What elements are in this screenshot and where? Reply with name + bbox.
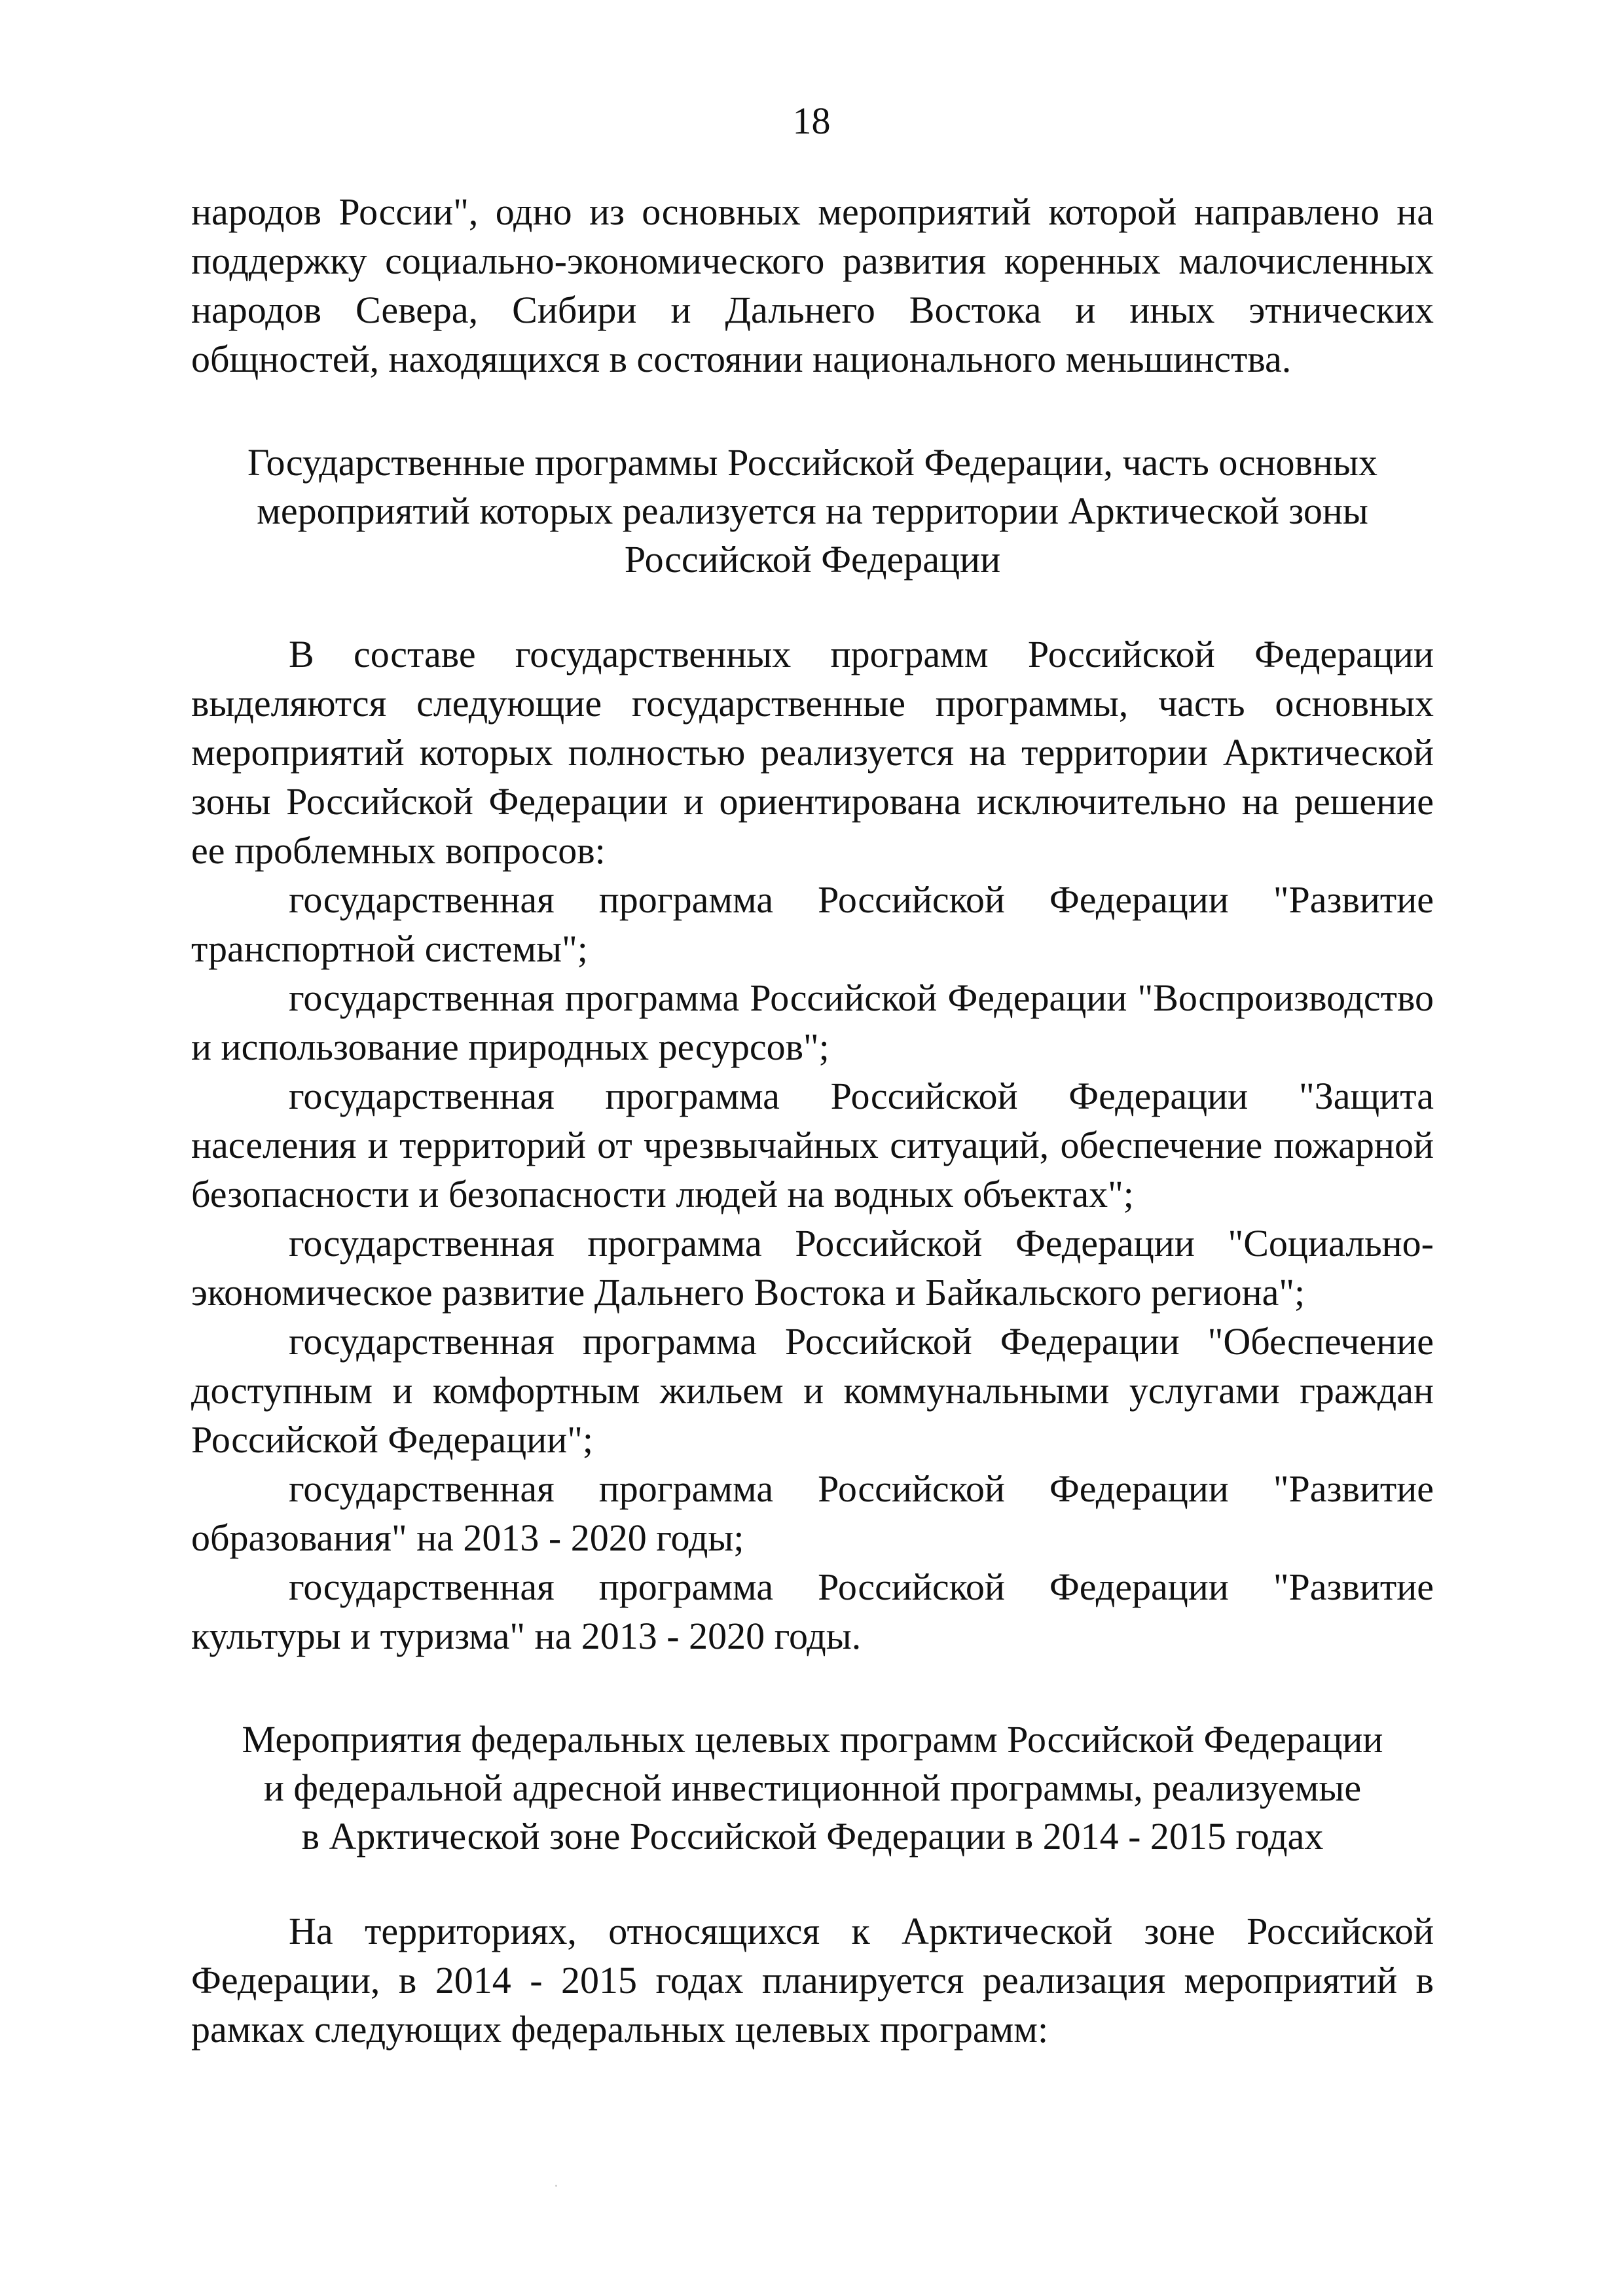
heading-line: в Арктической зоне Российской Федерации в 2014 - 2015 годах xyxy=(301,1815,1324,1857)
heading-line: и федеральной адресной инвестиционной программы, реализуемые xyxy=(263,1767,1362,1809)
program-list-item: государственная программа Российской Федерации "Развитие культуры и туризма" на 2013 - 2020 годы. xyxy=(191,1566,1434,1657)
section1-paragraph: В составе государственных программ Российской Федерации выделяются следующие государственные программы, часть основных мероприятий которых полностью реализуется на территории Арктической зоны Российской Федерации и ориентирована исключительно на решение ее проблемных вопросов: xyxy=(191,633,1434,872)
program-list-item: государственная программа Российской Федерации "Развитие транспортной системы"; xyxy=(191,878,1434,970)
program-list-item: государственная программа Российской Федерации "Обеспечение доступным и комфортным жильем и коммунальными услугами граждан Российской Федерации"; xyxy=(191,1320,1434,1461)
intro-paragraph: народов России", одно из основных мероприятий которой направлено на поддержку социально-экономического развития коренных малочисленных народов Севера, Сибири и Дальнего Востока и иных этнических общностей, находящихся в состоянии национального меньшинства. xyxy=(191,190,1434,380)
program-list-item: государственная программа Российской Федерации "Защита населения и территорий от чрезвычайных ситуаций, обеспечение пожарной безопасности и безопасности людей на водных объектах"; xyxy=(191,1075,1434,1215)
program-list-item: государственная программа Российской Федерации "Социально-экономическое развитие Дальнего Востока и Байкальского региона"; xyxy=(191,1222,1434,1314)
program-list-item: государственная программа Российской Федерации "Воспроизводство и использование природных ресурсов"; xyxy=(191,977,1434,1068)
section2-paragraph: На территориях, относящихся к Арктической зоне Российской Федерации, в 2014 - 2015 годах планируется реализация мероприятий в рамках следующих федеральных целевых программ: xyxy=(191,1910,1434,2051)
page-number: 18 xyxy=(792,99,831,142)
scan-artifact-dot xyxy=(555,2185,557,2187)
heading-line: Российской Федерации xyxy=(624,538,1001,581)
heading-line: мероприятий которых реализуется на территории Арктической зоны xyxy=(257,490,1368,532)
page-content xyxy=(191,187,1434,2054)
heading-line: Мероприятия федеральных целевых программ Российской Федерации xyxy=(242,1718,1383,1761)
heading-line: Государственные программы Российской Федерации, часть основных xyxy=(247,441,1377,484)
section-heading-federal-target-programs xyxy=(191,1715,1434,1861)
program-list-item: государственная программа Российской Федерации "Развитие образования" на 2013 - 2020 годы; xyxy=(191,1467,1434,1559)
section-heading-state-programs xyxy=(191,439,1434,584)
